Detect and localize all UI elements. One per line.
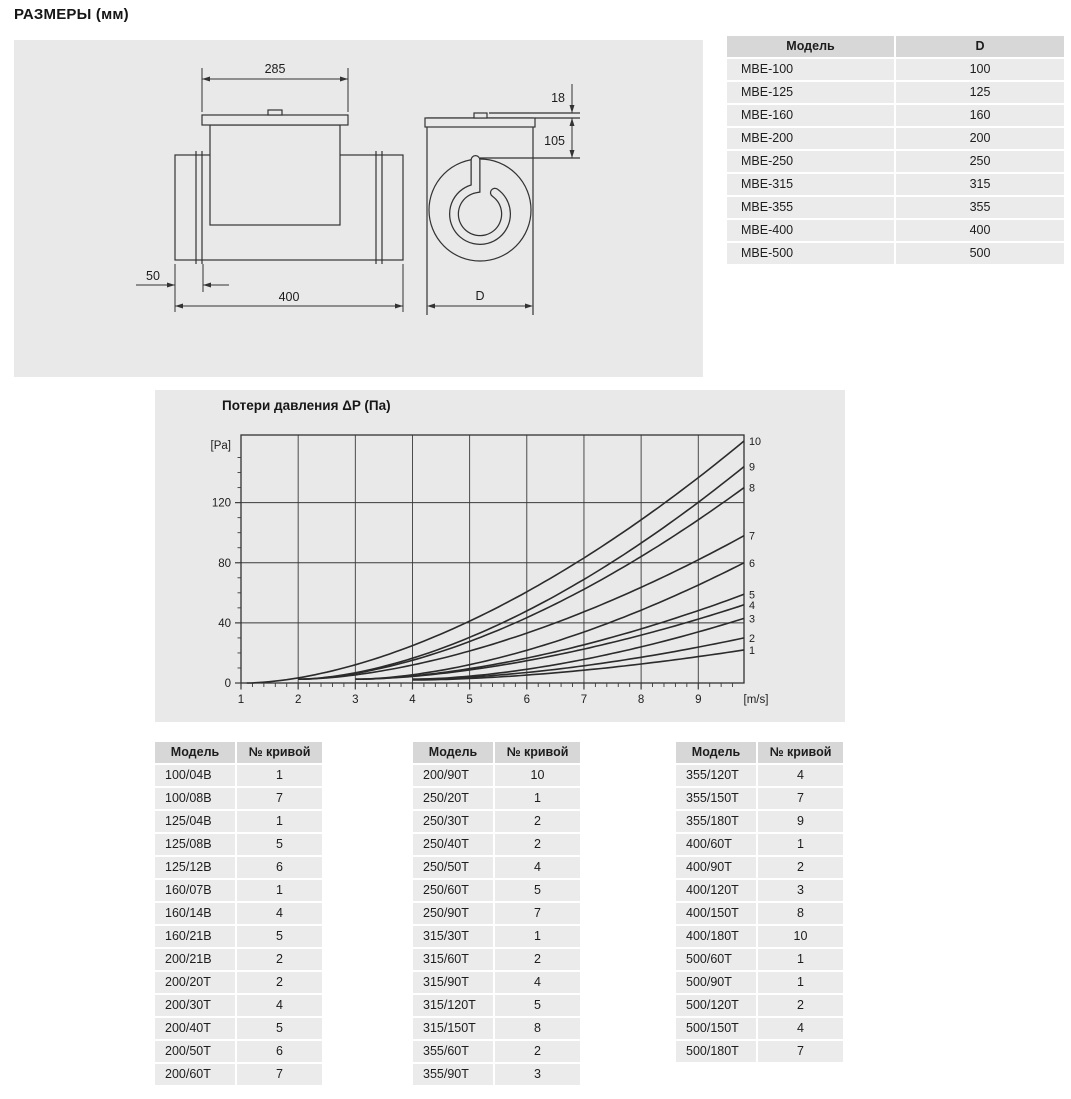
table-row <box>155 1064 322 1085</box>
value-cell: 2 <box>237 949 322 970</box>
model-cell: 250/30Т <box>413 811 493 832</box>
table-row <box>676 1041 843 1062</box>
header-cell: Модель <box>413 742 493 763</box>
model-cell: 355/90Т <box>413 1064 493 1085</box>
table-row <box>413 788 580 809</box>
table-row <box>727 174 1064 195</box>
value-cell: 5 <box>495 995 580 1016</box>
value-cell: 1 <box>237 765 322 786</box>
value-cell: 400 <box>896 220 1064 241</box>
table-row <box>155 903 322 924</box>
value-cell: 1 <box>758 972 843 993</box>
model-cell: 160/07В <box>155 880 235 901</box>
value-cell: 355 <box>896 197 1064 218</box>
value-cell: 5 <box>237 834 322 855</box>
table-row <box>155 857 322 878</box>
y-axis-unit-label: [Pa] <box>210 440 231 452</box>
value-cell: 6 <box>237 1041 322 1062</box>
value-cell: 4 <box>495 972 580 993</box>
value-cell: 2 <box>758 857 843 878</box>
value-cell: 4 <box>758 1018 843 1039</box>
value-cell: 2 <box>237 972 322 993</box>
table-row <box>413 972 580 993</box>
terminal-box <box>210 125 340 225</box>
value-cell: 2 <box>495 949 580 970</box>
model-cell: МВЕ-200 <box>727 128 894 149</box>
curve-label-1: 1 <box>749 644 756 657</box>
table-row <box>727 220 1064 241</box>
chart-title: Потери давления ΔP (Па) <box>222 398 391 413</box>
table-row <box>413 1041 580 1062</box>
table-row <box>727 151 1064 172</box>
model-cell: 125/12В <box>155 857 235 878</box>
header-cell: Модель <box>676 742 756 763</box>
model-cell: 125/08В <box>155 834 235 855</box>
value-cell: 5 <box>237 926 322 947</box>
curve-table-3 <box>676 742 843 1062</box>
model-cell: 315/60Т <box>413 949 493 970</box>
header-cell: № кривой <box>758 742 843 763</box>
model-cell: 315/30Т <box>413 926 493 947</box>
table-row <box>676 903 843 924</box>
table-row <box>727 128 1064 149</box>
table-row <box>155 972 322 993</box>
value-cell: 315 <box>896 174 1064 195</box>
curve-label-3: 3 <box>749 613 756 626</box>
x-tick-label: 7 <box>580 694 588 706</box>
x-tick-label: 5 <box>466 694 473 706</box>
model-cell: 500/90Т <box>676 972 756 993</box>
table-row <box>413 1064 580 1085</box>
x-tick-label: 6 <box>523 694 530 706</box>
model-cell: 100/08В <box>155 788 235 809</box>
value-cell: 7 <box>237 1064 322 1085</box>
value-cell: 1 <box>758 949 843 970</box>
dim-label-400: 400 <box>278 290 300 304</box>
model-cell: 315/150Т <box>413 1018 493 1039</box>
model-cell: 200/40Т <box>155 1018 235 1039</box>
x-tick-label: 2 <box>294 694 302 706</box>
duct-heater-drawing <box>14 40 703 377</box>
model-cell: 200/50Т <box>155 1041 235 1062</box>
table-row <box>676 765 843 786</box>
casing-lid <box>425 118 535 127</box>
table-row <box>676 880 843 901</box>
terminal-box-lid <box>202 115 348 125</box>
model-cell: 200/20Т <box>155 972 235 993</box>
value-cell: 10 <box>758 926 843 947</box>
table-row <box>413 1018 580 1039</box>
page-title: РАЗМЕРЫ (мм) <box>14 6 129 23</box>
header-cell: № кривой <box>237 742 322 763</box>
curve-label-7: 7 <box>749 530 756 543</box>
value-cell: 1 <box>495 788 580 809</box>
x-tick-label: 3 <box>352 694 359 706</box>
table-row <box>676 857 843 878</box>
model-cell: 355/180Т <box>676 811 756 832</box>
header-cell: № кривой <box>495 742 580 763</box>
model-cell: 250/90Т <box>413 903 493 924</box>
table-row <box>676 1018 843 1039</box>
model-cell: МВЕ-355 <box>727 197 894 218</box>
table-row <box>676 972 843 993</box>
x-tick-label: 8 <box>637 694 645 706</box>
curve-label-8: 8 <box>749 482 756 495</box>
table-row <box>155 834 322 855</box>
dimensions-drawing-panel <box>14 40 703 377</box>
value-cell: 4 <box>237 903 322 924</box>
table-row <box>727 243 1064 264</box>
pressure-curve-1 <box>413 650 745 680</box>
curve-table-2 <box>413 742 580 1085</box>
dim-label-18: 18 <box>551 91 565 105</box>
model-cell: 400/180Т <box>676 926 756 947</box>
value-cell: 7 <box>495 903 580 924</box>
value-cell: 8 <box>758 903 843 924</box>
value-cell: 1 <box>237 811 322 832</box>
value-cell: 10 <box>495 765 580 786</box>
curve-label-9: 9 <box>749 461 756 474</box>
value-cell: 2 <box>495 834 580 855</box>
curve-label-6: 6 <box>749 557 756 570</box>
table-row <box>676 995 843 1016</box>
model-cell: 400/90Т <box>676 857 756 878</box>
model-cell: 500/60Т <box>676 949 756 970</box>
table-row <box>155 1041 322 1062</box>
value-cell: 2 <box>495 1041 580 1062</box>
value-cell: 4 <box>237 995 322 1016</box>
table-row <box>676 788 843 809</box>
pressure-loss-panel <box>155 390 845 722</box>
table-row <box>413 765 580 786</box>
model-cell: 400/120Т <box>676 880 756 901</box>
value-cell: 7 <box>758 788 843 809</box>
table-row <box>413 903 580 924</box>
pressure-curve-7 <box>298 536 744 680</box>
value-cell: 3 <box>758 880 843 901</box>
header-cell: Модель <box>727 36 894 57</box>
table-row <box>155 1018 322 1039</box>
model-cell: 500/120Т <box>676 995 756 1016</box>
casing-front-view <box>427 118 533 315</box>
pressure-curve-6 <box>355 563 744 679</box>
y-tick-label: 0 <box>224 678 231 690</box>
value-cell: 7 <box>237 788 322 809</box>
model-cell: МВЕ-125 <box>727 82 894 103</box>
model-cell: МВЕ-315 <box>727 174 894 195</box>
curve-label-4: 4 <box>749 599 756 612</box>
model-cell: 315/120Т <box>413 995 493 1016</box>
model-cell: МВЕ-250 <box>727 151 894 172</box>
table-row <box>155 926 322 947</box>
table-row <box>413 949 580 970</box>
model-cell: 100/04В <box>155 765 235 786</box>
header-cell: Модель <box>155 742 235 763</box>
model-cell: 160/14В <box>155 903 235 924</box>
dim-label-50: 50 <box>146 269 160 283</box>
table-row <box>413 880 580 901</box>
dim-label-105: 105 <box>544 134 565 148</box>
table-row <box>155 811 322 832</box>
table-row <box>676 949 843 970</box>
y-tick-label: 120 <box>211 497 231 510</box>
model-cell: МВЕ-160 <box>727 105 894 126</box>
model-cell: 125/04В <box>155 811 235 832</box>
table-row <box>676 926 843 947</box>
dim-label-D: D <box>475 289 485 303</box>
table-row <box>413 857 580 878</box>
model-cell: МВЕ-400 <box>727 220 894 241</box>
value-cell: 8 <box>495 1018 580 1039</box>
plot-frame <box>241 435 744 683</box>
pressure-curve-4 <box>355 605 744 679</box>
model-cell: 200/21В <box>155 949 235 970</box>
header-cell: D <box>896 36 1064 57</box>
model-cell: МВЕ-100 <box>727 59 894 80</box>
value-cell: 5 <box>495 880 580 901</box>
value-cell: 1 <box>495 926 580 947</box>
table-row <box>155 949 322 970</box>
table-row <box>727 59 1064 80</box>
table-header-row <box>155 742 322 763</box>
table-header-row <box>676 742 843 763</box>
value-cell: 3 <box>495 1064 580 1085</box>
value-cell: 1 <box>237 880 322 901</box>
table-row <box>676 811 843 832</box>
value-cell: 6 <box>237 857 322 878</box>
table-row <box>155 765 322 786</box>
curve-table-1 <box>155 742 322 1085</box>
value-cell: 125 <box>896 82 1064 103</box>
value-cell: 9 <box>758 811 843 832</box>
table-header-row <box>413 742 580 763</box>
value-cell: 200 <box>896 128 1064 149</box>
table-row <box>155 880 322 901</box>
value-cell: 5 <box>237 1018 322 1039</box>
model-cell: 160/21В <box>155 926 235 947</box>
model-diameter-table <box>727 36 1064 264</box>
value-cell: 250 <box>896 151 1064 172</box>
model-cell: 200/30Т <box>155 995 235 1016</box>
x-axis-unit-label: [m/s] <box>743 694 769 706</box>
value-cell: 4 <box>495 857 580 878</box>
model-cell: 200/90Т <box>413 765 493 786</box>
model-cell: 200/60Т <box>155 1064 235 1085</box>
model-cell: 250/20Т <box>413 788 493 809</box>
model-cell: 400/150Т <box>676 903 756 924</box>
model-cell: 500/180Т <box>676 1041 756 1062</box>
curve-label-5: 5 <box>749 589 756 602</box>
table-row <box>413 834 580 855</box>
x-tick-label: 4 <box>409 694 416 706</box>
model-cell: 315/90Т <box>413 972 493 993</box>
curve-label-10: 10 <box>749 436 762 449</box>
model-cell: МВЕ-500 <box>727 243 894 264</box>
table-row <box>413 995 580 1016</box>
model-cell: 500/150Т <box>676 1018 756 1039</box>
y-tick-label: 40 <box>218 617 231 630</box>
lid-nub <box>268 110 282 115</box>
model-cell: 400/60Т <box>676 834 756 855</box>
y-tick-label: 80 <box>218 557 231 570</box>
table-row <box>413 926 580 947</box>
model-cell: 355/60Т <box>413 1041 493 1062</box>
value-cell: 2 <box>758 995 843 1016</box>
x-tick-label: 9 <box>695 694 702 706</box>
table-row <box>727 197 1064 218</box>
value-cell: 160 <box>896 105 1064 126</box>
curve-label-2: 2 <box>749 632 756 645</box>
value-cell: 7 <box>758 1041 843 1062</box>
model-cell: 355/120Т <box>676 765 756 786</box>
value-cell: 500 <box>896 243 1064 264</box>
value-cell: 2 <box>495 811 580 832</box>
pressure-curve-9 <box>298 467 744 680</box>
model-cell: 250/40Т <box>413 834 493 855</box>
x-tick-label: 1 <box>237 694 245 706</box>
table-row <box>676 834 843 855</box>
model-cell: 355/150Т <box>676 788 756 809</box>
table-row <box>155 788 322 809</box>
table-row <box>413 811 580 832</box>
table-row <box>727 105 1064 126</box>
table-row <box>155 995 322 1016</box>
value-cell: 1 <box>758 834 843 855</box>
model-cell: 250/50Т <box>413 857 493 878</box>
table-row <box>727 82 1064 103</box>
casing-lid-nub <box>474 113 487 118</box>
model-cell: 250/60Т <box>413 880 493 901</box>
value-cell: 100 <box>896 59 1064 80</box>
pressure-curve-10 <box>247 441 744 683</box>
table-header-row <box>727 36 1064 57</box>
dim-label-285: 285 <box>264 62 286 76</box>
value-cell: 4 <box>758 765 843 786</box>
pressure-loss-chart <box>155 390 845 722</box>
